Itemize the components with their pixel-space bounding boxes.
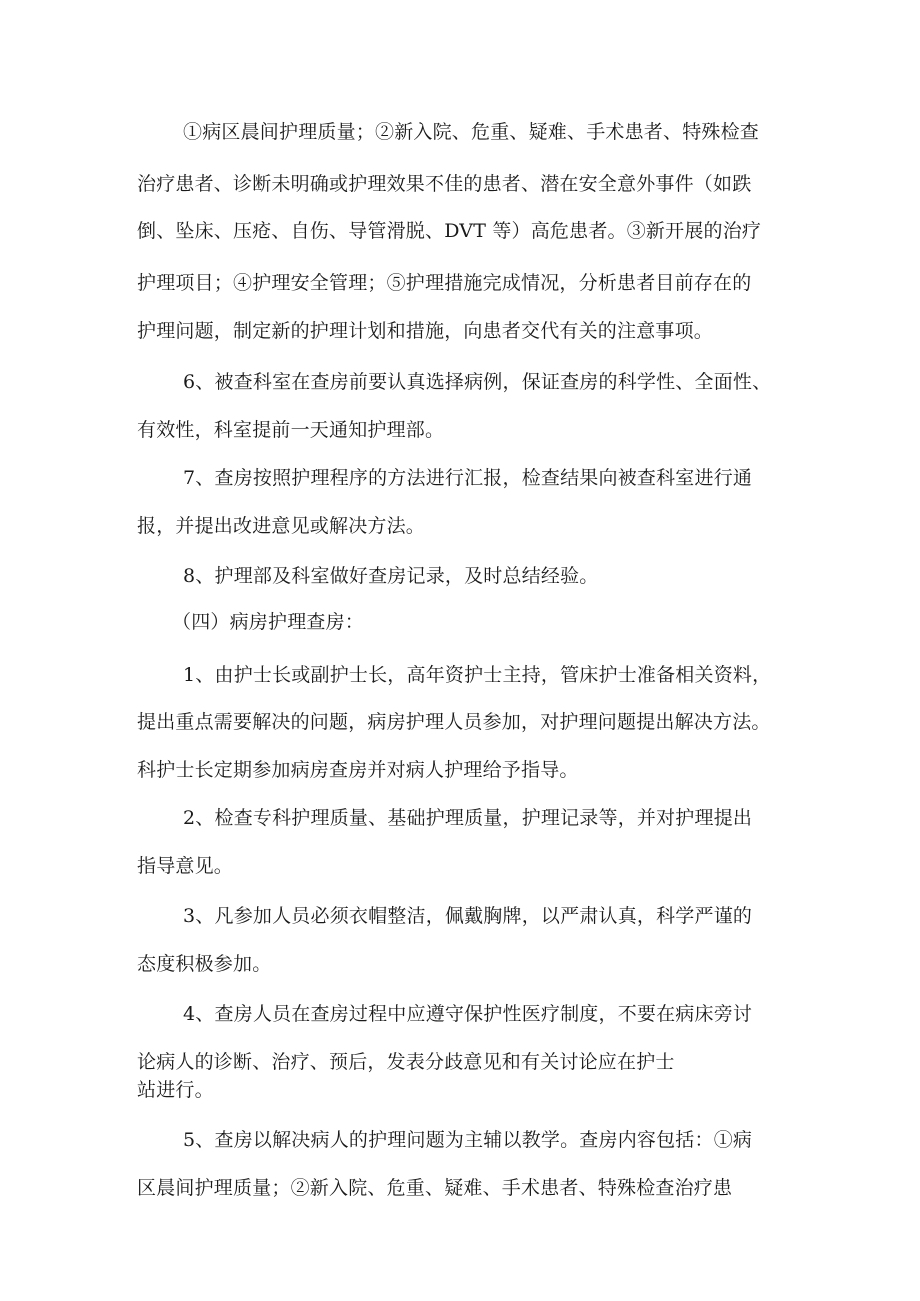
text-line: 报，并提出改进意见或解决方法。 (137, 515, 426, 537)
text-line: 提出重点需要解决的问题，病房护理人员参加，对护理问题提出解决方法。 (137, 711, 771, 733)
text-line: ①病区晨间护理质量；②新入院、危重、疑难、手术患者、特殊检查 (183, 121, 760, 143)
text-line: 7、查房按照护理程序的方法进行汇报，检查结果向被查科室进行通 (183, 467, 753, 489)
text-line: 2、检查专科护理质量、基础护理质量，护理记录等，并对护理提出 (183, 807, 753, 829)
text-line: 科护士长定期参加病房查房并对病人护理给予指导。 (137, 759, 579, 781)
text-line: 护理项目；④护理安全管理；⑤护理措施完成情况，分析患者目前存在的 (137, 272, 752, 294)
text-line: 1、由护士长或副护士长，高年资护士主持，管床护士准备相关资料， (183, 664, 772, 686)
text-line: 指导意见。 (137, 855, 234, 877)
text-line: 5、查房以解决病人的护理问题为主辅以教学。查房内容包括：①病 (183, 1129, 753, 1151)
text-line: 6、被查科室在查房前要认真选择病例，保证查房的科学性、全面性、 (183, 371, 772, 393)
text-line: 站进行。 (137, 1079, 214, 1101)
text-line: 论病人的诊断、治疗、预后，发表分歧意见和有关讨论应在护士 (137, 1051, 675, 1073)
text-line: 4、查房人员在查房过程中应遵守保护性医疗制度，不要在病床旁讨 (183, 1003, 753, 1025)
text-line: 治疗患者、诊断未明确或护理效果不佳的患者、潜在安全意外事件（如跌 (137, 173, 752, 195)
text-line: 态度积极参加。 (137, 953, 272, 975)
text-line: 护理问题，制定新的护理计划和措施，向患者交代有关的注意事项。 (137, 320, 714, 342)
text-line: 8、护理部及科室做好查房记录，及时总结经验。 (183, 565, 599, 587)
text-line: 区晨间护理质量；②新入院、危重、疑难、手术患者、特殊检查治疗患 (137, 1177, 733, 1199)
text-line: 有效性，科室提前一天通知护理部。 (137, 419, 445, 441)
text-line: 3、凡参加人员必须衣帽整洁，佩戴胸牌，以严肃认真，科学严谨的 (183, 905, 753, 927)
section-heading: （四）病房护理查房： (172, 611, 365, 633)
text-line: 倒、坠床、压疮、自伤、导管滑脱、DVT 等）高危患者。③新开展的治疗 (137, 220, 762, 242)
